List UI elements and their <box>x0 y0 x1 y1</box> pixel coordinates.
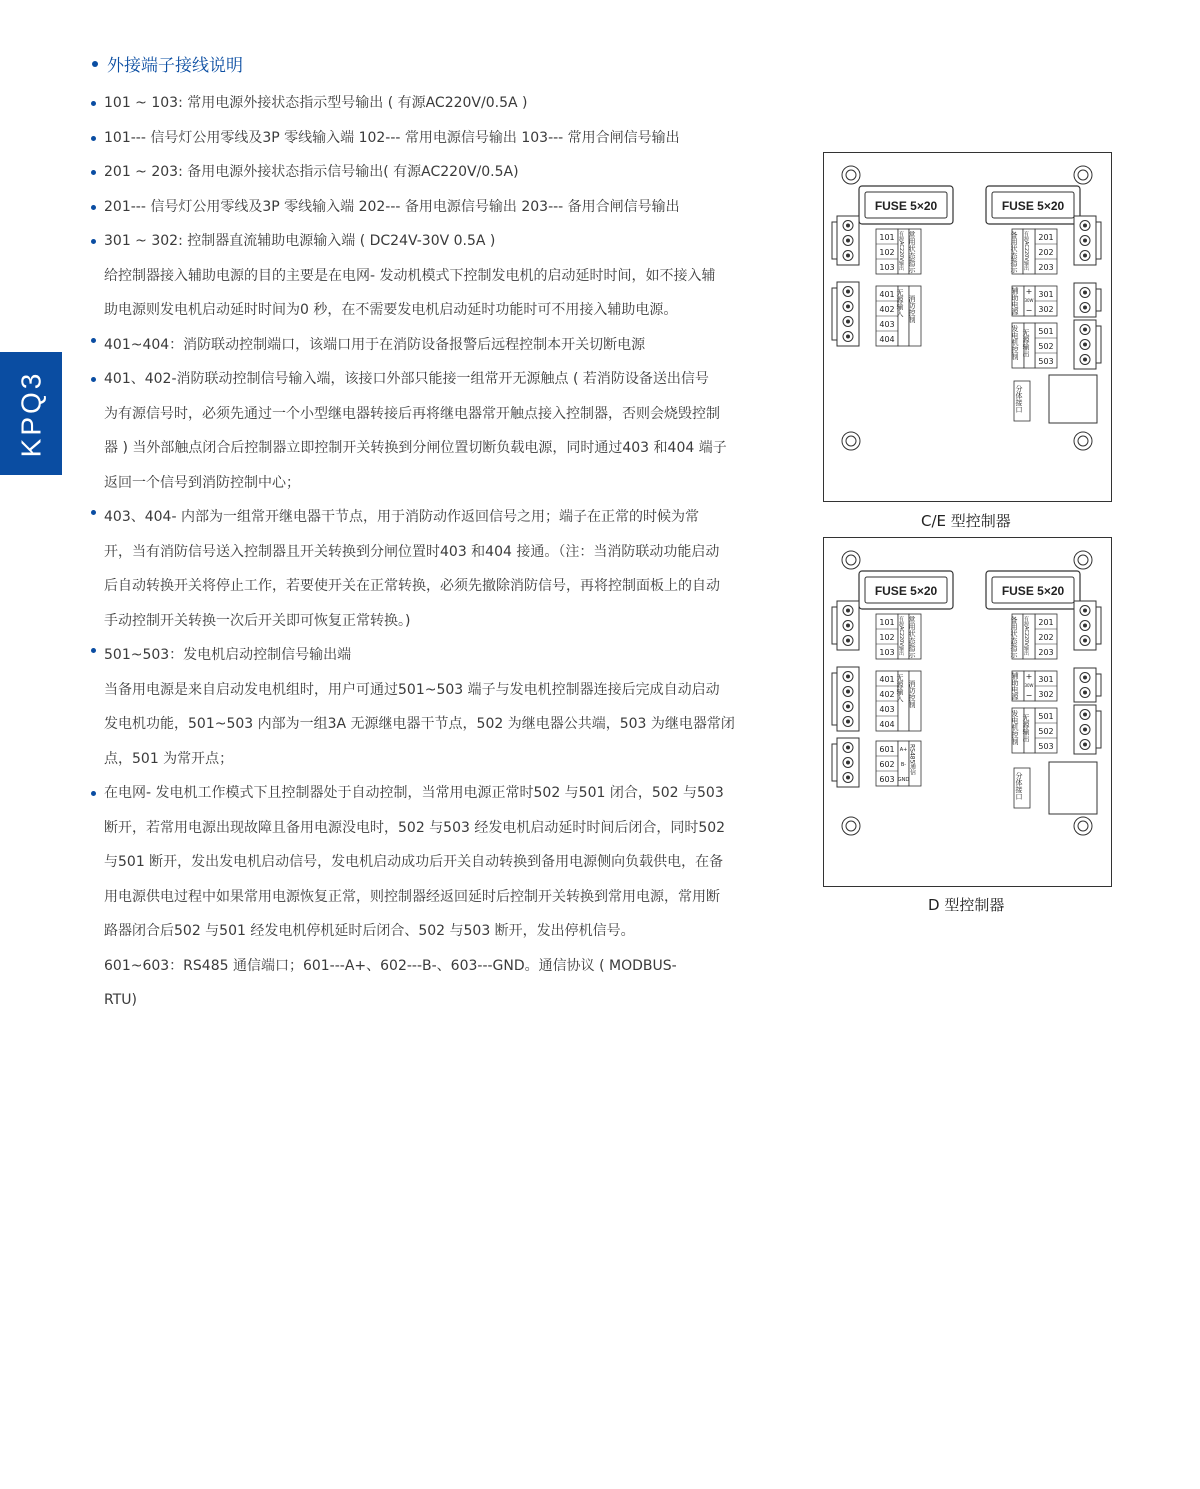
terminal-number: 201 <box>1038 233 1054 242</box>
terminal-number: 501 <box>1038 712 1054 721</box>
connector-latch <box>832 607 837 644</box>
screw-terminal-center-icon <box>1083 676 1087 680</box>
screw-terminal-center-icon <box>846 705 850 709</box>
terminal-number: 403 <box>879 320 895 329</box>
text-line: 助电源则发电机启动延时时间为0 秒，在不需要发电机启动延时功能时可不用接入辅助电源。 <box>104 302 678 318</box>
screw-terminal-center-icon <box>846 335 850 339</box>
text-line: 返回一个信号到消防控制中心； <box>104 474 300 491</box>
heading-text: 外接端子接线说明 <box>107 56 243 76</box>
terminal-number: 102 <box>879 633 895 642</box>
screw-terminal-center-icon <box>1083 224 1087 228</box>
aux-power-label: 辅助电源 <box>1011 287 1019 315</box>
text-line: 201 ~ 203: 备用电源外接状态指示信号输出( 有源AC220V/0.5A) <box>90 155 758 190</box>
screw-terminal-center-icon <box>846 761 850 765</box>
fuse-label: FUSE 5×20 <box>1001 584 1065 598</box>
mount-hole-inner-icon <box>846 170 856 180</box>
body-text <box>90 86 758 1018</box>
terminal-number: 102 <box>879 248 895 257</box>
text-line: 101--- 信号灯公用零线及3P 零线输入端 102--- 常用电源信号输出 103--- 常用合闸信号输出 <box>90 121 758 156</box>
section-heading <box>92 51 243 76</box>
screw-terminal-center-icon <box>846 254 850 258</box>
text-line: 401~404：消防联动控制端口，该端口用于在消防设备报警后远程控制本开关切断电源 <box>90 328 758 363</box>
screw-terminal-center-icon <box>1083 239 1087 243</box>
terminal-number: 404 <box>879 335 895 344</box>
text-line: 与501 断开，发出发电机启动信号，发电机启动成功后开关自动转换到备用电源侧向负载供电，在备 <box>104 854 724 870</box>
aux-voltage-label: 30W <box>1024 298 1034 303</box>
text-line: 501~503：发电机启动控制信号输出端 <box>90 638 758 673</box>
terminal-number: 103 <box>879 648 895 657</box>
mount-hole-inner-icon <box>1078 555 1088 565</box>
fire-control-label: 消防控制 <box>908 295 916 323</box>
connector-latch <box>1096 326 1101 363</box>
terminal-number: 103 <box>879 263 895 272</box>
connector-latch <box>1096 222 1101 259</box>
mount-hole-icon <box>842 166 860 184</box>
text-line: 在电网- 发电机工作模式下且控制器处于自动控制，当常用电源正常时502 与501 闭合，502 与503 <box>90 776 758 811</box>
screw-terminal-center-icon <box>1083 328 1087 332</box>
text-line: 当备用电源是来自启动发电机组时，用户可通过501~503 端子与发电机控制器连接后完成自动启动 <box>104 681 720 698</box>
normal-status-label: 常用状态指示 <box>908 616 916 658</box>
connector-latch <box>832 288 837 340</box>
split-port-socket <box>1049 375 1097 423</box>
terminal-number: 202 <box>1038 633 1054 642</box>
terminal-number: 501 <box>1038 327 1054 336</box>
terminal-number: 502 <box>1038 727 1054 736</box>
aux-minus-sign: − <box>1025 691 1033 700</box>
terminal-number: 302 <box>1038 690 1054 699</box>
heading-bullet-icon <box>92 61 98 67</box>
screw-terminal-center-icon <box>846 639 850 643</box>
d-controller-diagram <box>823 537 1112 887</box>
terminal-number: 603 <box>879 775 895 784</box>
terminal-number: 101 <box>879 618 895 627</box>
screw-terminal-center-icon <box>846 239 850 243</box>
text-line: 101 ~ 103: 常用电源外接状态指示型号输出 ( 有源AC220V/0.5A ) <box>90 86 758 121</box>
screw-terminal-center-icon <box>1083 291 1087 295</box>
connector-latch <box>1096 607 1101 644</box>
mount-hole-icon <box>1074 551 1092 569</box>
backup-status-label: 备用状态指示 <box>1010 231 1018 273</box>
screw-terminal-center-icon <box>1083 743 1087 747</box>
terminal-number: 202 <box>1038 248 1054 257</box>
screw-terminal-center-icon <box>846 776 850 780</box>
terminal-number: 201 <box>1038 618 1054 627</box>
terminal-number: 402 <box>879 305 895 314</box>
normal-status-sub-label: 有源AC220V输出 <box>898 231 904 271</box>
d-controller-caption: D 型控制器 <box>928 896 1005 914</box>
connector-latch <box>832 744 837 781</box>
mount-hole-icon <box>842 432 860 450</box>
screw-terminal-center-icon <box>1083 713 1087 717</box>
text-line: 403、404- 内部为一组常开继电器干节点，用于消防动作返回信号之用；端子在正常的时候为常 <box>90 500 758 535</box>
mount-hole-icon <box>842 551 860 569</box>
connector-latch <box>1096 711 1101 748</box>
terminal-number: 301 <box>1038 675 1054 684</box>
rs485-pin-label: GND <box>897 777 910 783</box>
fire-control-label: 消防控制 <box>908 680 916 708</box>
mount-hole-inner-icon <box>1078 170 1088 180</box>
aux-voltage-label: 30W <box>1024 683 1034 688</box>
terminal-number: 401 <box>879 290 895 299</box>
screw-terminal-center-icon <box>846 290 850 294</box>
normal-status-sub-label: 有源AC220V输出 <box>898 616 904 656</box>
normal-status-label: 常用状态指示 <box>908 231 916 273</box>
fuse-label: FUSE 5×20 <box>874 199 938 213</box>
screw-terminal-center-icon <box>846 609 850 613</box>
gen-control-label: 发电机控制 <box>1011 325 1019 360</box>
ce-controller-diagram <box>823 152 1112 502</box>
terminal-number: 203 <box>1038 648 1054 657</box>
side-tab <box>0 352 62 475</box>
passive-output-label: 无源输出 <box>1022 329 1030 357</box>
terminal-number: 401 <box>879 675 895 684</box>
fuse-label: FUSE 5×20 <box>874 584 938 598</box>
passive-output-label: 无源输出 <box>1022 714 1030 742</box>
text-line: 发电机功能，501~503 内部为一组3A 无源继电器干节点，502 为继电器公共端，503 为继电器常闭 <box>104 716 735 732</box>
text-line: 给控制器接入辅助电源的目的主要是在电网- 发动机模式下控制发电机的启动延时时间，如不接入辅 <box>104 267 716 284</box>
rs485-label: RS485通信 <box>908 744 916 776</box>
text-line: 201--- 信号灯公用零线及3P 零线输入端 202--- 备用电源信号输出 203--- 备用合闸信号输出 <box>90 190 758 225</box>
screw-terminal-center-icon <box>1083 728 1087 732</box>
terminal-number: 301 <box>1038 290 1054 299</box>
aux-power-label: 辅助电源 <box>1011 672 1019 700</box>
split-port-label: 分体接口 <box>1015 385 1023 413</box>
terminal-number: 302 <box>1038 305 1054 314</box>
mount-hole-inner-icon <box>846 436 856 446</box>
terminal-number: 404 <box>879 720 895 729</box>
aux-minus-sign: − <box>1025 306 1033 315</box>
screw-terminal-center-icon <box>1083 343 1087 347</box>
text-line: 开，当有消防信号送入控制器且开关转换到分闸位置时403 和404 接通。（注：当消防联动功能启动 <box>104 543 720 560</box>
terminal-number: 403 <box>879 705 895 714</box>
screw-terminal-center-icon <box>846 675 850 679</box>
terminal-number: 601 <box>879 745 895 754</box>
rs485-pin-label: A+ <box>899 747 908 753</box>
text-line: 路器闭合后502 与501 经发电机停机延时后闭合、502 与503 断开，发出停机信号。 <box>104 923 635 939</box>
fuse-label: FUSE 5×20 <box>1001 199 1065 213</box>
screw-terminal-center-icon <box>1083 358 1087 362</box>
screw-terminal-center-icon <box>1083 609 1087 613</box>
screw-terminal-center-icon <box>846 746 850 750</box>
passive-input-label: 无源输入 <box>896 674 904 702</box>
connector-latch <box>1096 674 1101 696</box>
terminal-number: 402 <box>879 690 895 699</box>
backup-status-sub-label: 有源AC220V输出 <box>1023 616 1029 656</box>
screw-terminal-center-icon <box>1083 691 1087 695</box>
mount-hole-icon <box>842 817 860 835</box>
screw-terminal-center-icon <box>846 320 850 324</box>
mount-hole-icon <box>1074 817 1092 835</box>
rs485-pin-label: B- <box>900 762 907 768</box>
terminal-number: 602 <box>879 760 895 769</box>
text-line: RTU) <box>104 992 137 1008</box>
mount-hole-inner-icon <box>846 821 856 831</box>
screw-terminal-center-icon <box>1083 639 1087 643</box>
d-controller-drawing <box>824 538 1111 886</box>
text-line: 断开，若常用电源出现故障且备用电源没电时，502 与503 经发电机启动延时时间后闭合，同时502 <box>104 819 726 836</box>
terminal-number: 502 <box>1038 342 1054 351</box>
mount-hole-inner-icon <box>1078 821 1088 831</box>
text-line: 点，501 为常开点； <box>104 750 234 767</box>
text-line: 用电源供电过程中如果常用电源恢复正常，则控制器经返回延时后控制开关转换到常用电源，常用断 <box>104 888 720 905</box>
gen-control-label: 发电机控制 <box>1011 710 1019 745</box>
text-line: 601~603：RS485 通信端口；601---A+、602---B-、603---GND。通信协议 ( MODBUS- <box>104 957 677 974</box>
mount-hole-inner-icon <box>1078 436 1088 446</box>
screw-terminal-center-icon <box>1083 624 1087 628</box>
screw-terminal-center-icon <box>846 624 850 628</box>
split-port-socket <box>1049 762 1097 814</box>
terminal-number: 503 <box>1038 742 1054 751</box>
mount-hole-inner-icon <box>846 555 856 565</box>
screw-terminal-center-icon <box>846 720 850 724</box>
connector-latch <box>1096 289 1101 311</box>
screw-terminal-center-icon <box>1083 254 1087 258</box>
text-line: 后自动转换开关将停止工作，若要使开关在正常转换，必须先撤除消防信号，再将控制面板上的自动 <box>104 578 720 594</box>
text-line: 401、402-消防联动控制信号输入端，该接口外部只能接一组常开无源触点 ( 若消防设备送出信号 <box>90 362 758 397</box>
backup-status-sub-label: 有源AC220V输出 <box>1023 231 1029 271</box>
screw-terminal-center-icon <box>846 224 850 228</box>
terminal-number: 503 <box>1038 357 1054 366</box>
screw-terminal-center-icon <box>1083 306 1087 310</box>
mount-hole-icon <box>1074 432 1092 450</box>
text-line: 为有源信号时，必须先通过一个小型继电器转接后再将继电器常开触点接入控制器，否则会烧毁控制 <box>104 405 720 422</box>
text-line: 器 ) 当外部触点闭合后控制器立即控制开关转换到分闸位置切断负载电源，同时通过403 和404 端子 <box>104 440 727 456</box>
connector-latch <box>832 673 837 725</box>
backup-status-label: 备用状态指示 <box>1010 616 1018 658</box>
ce-controller-caption: C/E 型控制器 <box>921 512 1011 530</box>
passive-input-label: 无源输入 <box>896 289 904 317</box>
terminal-number: 203 <box>1038 263 1054 272</box>
text-line: 手动控制开关转换一次后开关即可恢复正常转换。) <box>104 612 411 629</box>
aux-plus-sign: + <box>1025 672 1033 681</box>
aux-plus-sign: + <box>1025 287 1033 296</box>
connector-latch <box>832 222 837 259</box>
screw-terminal-center-icon <box>846 690 850 694</box>
mount-hole-icon <box>1074 166 1092 184</box>
ce-controller-drawing <box>824 153 1111 501</box>
split-port-label: 分体接口 <box>1015 772 1023 800</box>
terminal-number: 101 <box>879 233 895 242</box>
text-line: 301 ~ 302: 控制器直流辅助电源输入端 ( DC24V-30V 0.5A ) <box>90 224 758 259</box>
screw-terminal-center-icon <box>846 305 850 309</box>
side-tab-label: KPQ3 <box>15 370 47 457</box>
